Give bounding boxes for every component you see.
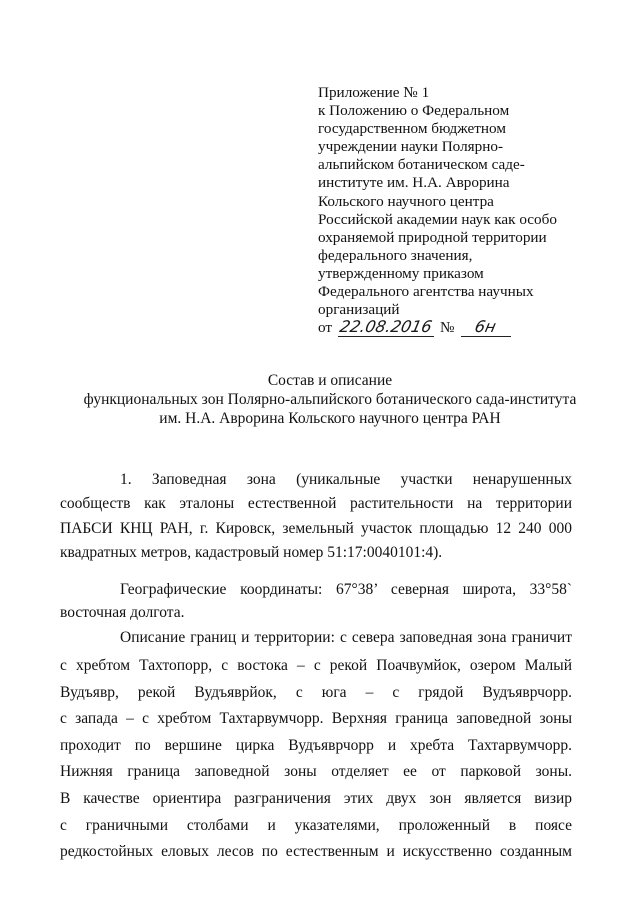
handwritten-date: 22.08.2016 (338, 317, 434, 337)
order-date-row (318, 319, 618, 343)
appendix-line: учреждении науки Полярно- (318, 138, 504, 156)
paragraph-line: восточная долгота. (60, 604, 185, 621)
appendix-header (318, 84, 618, 343)
paragraph-line: ПАБСИ КНЦ РАН, г. Кировск, земельный участок площадью 12 240 000 (60, 519, 572, 537)
title-line: им. Н.А. Аврорина Кольского научного центра РАН (159, 410, 501, 427)
paragraph-first-line (120, 578, 572, 602)
paragraph-line: проходит по вершине цирка Вудъяврчорр и хребта Тахтарвумчорр. (60, 736, 572, 754)
handwritten-order-number: 6н (461, 319, 511, 337)
appendix-line: альпийском ботаническом саде- (318, 156, 525, 174)
appendix-line: утвержденному приказом (318, 264, 484, 282)
word: (уникальные (296, 471, 381, 488)
paragraph-first-line (120, 468, 572, 492)
paragraph-line: сообществ как эталоны естественной растительности на территории (60, 495, 572, 512)
appendix-line: федерального значения, (318, 246, 473, 264)
appendix-line: Российской академии наук как особо (318, 210, 557, 228)
word: широта, (462, 581, 516, 598)
word: Заповедная (151, 471, 227, 488)
title-line: функциональных зон Полярно-альпийского ботанического сада-института (83, 391, 577, 408)
date-prefix: от (318, 319, 333, 337)
appendix-line: к Положению о Федеральном (318, 102, 510, 120)
appendix-line: Федерального агентства научных (318, 283, 534, 301)
paragraph-line: с граничными столбами и указателями, проложенный в поясе (60, 816, 572, 834)
paragraph-line: с хребтом Тахтопорр, с востока – с рекой Поачвумйок, озером Малый (60, 657, 572, 674)
appendix-line: государственном бюджетном (318, 120, 506, 138)
paragraph-3 (120, 626, 572, 650)
item-number: 1. (120, 471, 132, 488)
paragraph-2-cont (60, 601, 572, 625)
word: координаты: (240, 581, 323, 598)
paragraph-1-cont (60, 492, 572, 566)
number-sign: № (440, 319, 455, 337)
word: 33°58` (529, 581, 573, 598)
paragraph-line: Нижняя граница заповедной зоны отделяет ее от парковой зоны. (60, 763, 572, 781)
paragraph-1 (120, 468, 572, 492)
paragraph-line: редкостойных еловых лесов по естественным и искусственно созданным (60, 843, 572, 861)
appendix-line: Приложение № 1 (318, 84, 430, 101)
paragraph-first-line: Описание границ и территории: с севера заповедная зона граничит (120, 629, 572, 646)
word: ненарушенных (472, 471, 573, 488)
paragraph-line: Вудъявр, рекой Вудъяврйок, с юга – с грядой Вудъяврчорр. (60, 683, 572, 701)
appendix-line: организаций (318, 301, 400, 319)
appendix-line: институте им. Н.А. Аврорина (318, 174, 510, 192)
appendix-line: Кольского научного центра (318, 192, 494, 210)
word: Географические (120, 581, 227, 598)
word: зона (246, 471, 276, 488)
word: участки (400, 471, 453, 488)
paragraph-line: квадратных метров, кадастровый номер 51:17:0040101:4). (60, 544, 443, 561)
word: северная (390, 581, 450, 598)
paragraph-2 (120, 578, 572, 602)
document-title (60, 371, 600, 428)
paragraph-line: с запада – с хребтом Тахтарвумчорр. Верхняя граница заповедной зоны (60, 710, 572, 728)
appendix-line: охраняемой природной территории (318, 228, 547, 246)
paragraph-line: В качестве ориентира разграничения этих двух зон является визир (60, 789, 572, 807)
paragraph-3-cont (60, 653, 572, 866)
word: 67°38’ (336, 581, 378, 598)
title-line: Состав и описание (267, 372, 393, 389)
